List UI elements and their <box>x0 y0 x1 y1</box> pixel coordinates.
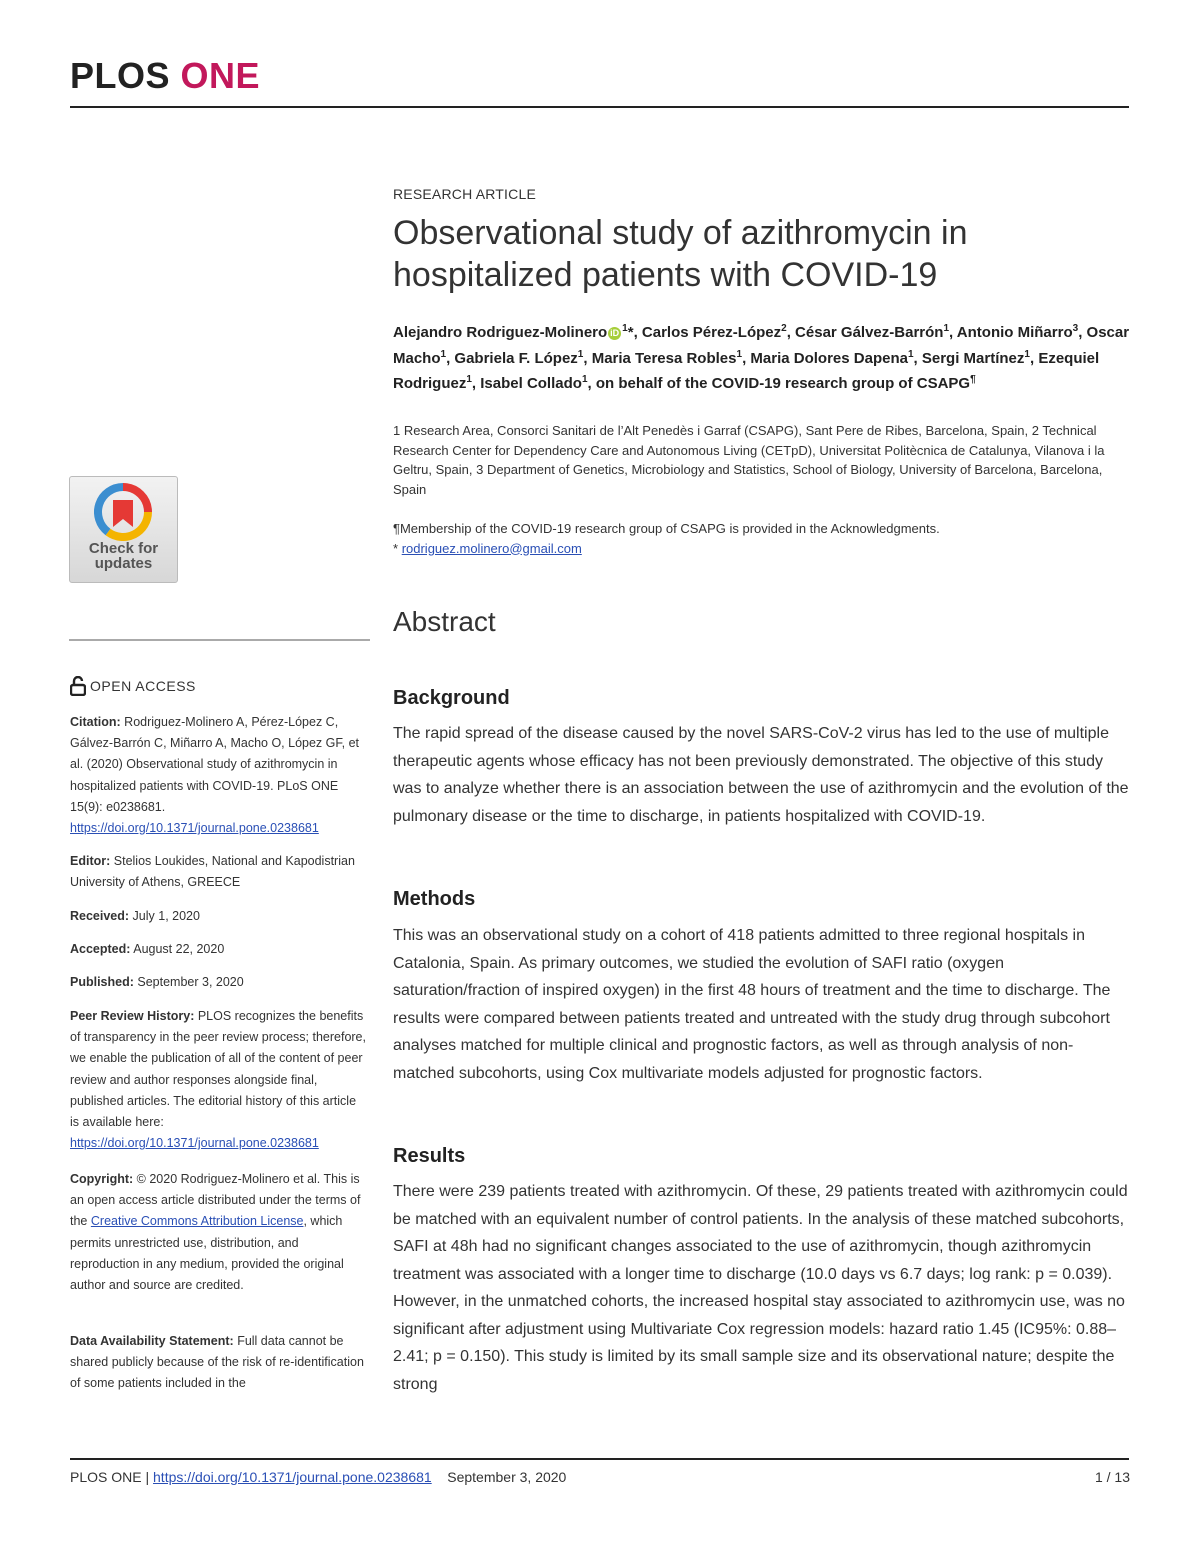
results-heading: Results <box>393 1145 466 1167</box>
article-title: Observational study of azithromycin in hospitalized patients with COVID-19 <box>393 214 968 294</box>
check-for-updates-label: Check for updates <box>88 540 159 572</box>
author-name[interactable]: Sergi Martínez <box>921 349 1025 367</box>
author-name[interactable]: Alejandro Rodriguez-Molinero <box>393 324 608 341</box>
corresponding-marker: * <box>627 324 634 341</box>
footer-separator: | <box>145 1469 150 1485</box>
abstract-heading: Abstract <box>393 606 496 637</box>
author-name[interactable]: Maria Teresa Robles <box>591 349 737 367</box>
copyright-label: Copyright: <box>70 1172 134 1186</box>
peer-review-history <box>70 1006 368 1154</box>
published-label: Published: <box>70 975 134 989</box>
editor-text: Stelios Loukides, National and Kapodistrian University of Athens, GREECE <box>70 854 355 890</box>
editor <box>70 851 368 893</box>
journal-logo <box>70 55 261 96</box>
published-value: September 3, 2020 <box>137 975 244 989</box>
author-affiliation: 1 <box>581 374 588 385</box>
membership-text: ¶Membership of the COVID-19 research group of CSAPG is provided in the Acknowledgments. <box>393 521 940 536</box>
author-name[interactable]: Antonio Miñarro <box>956 324 1073 341</box>
citation <box>70 712 368 839</box>
author-name[interactable]: Ezequiel Rodriguez <box>393 349 1100 392</box>
received-value: July 1, 2020 <box>132 909 200 923</box>
citation-label: Citation: <box>70 715 121 729</box>
header-divider <box>70 106 1129 108</box>
author-affiliation: 3 <box>1072 323 1079 334</box>
accepted-date <box>70 939 368 960</box>
methods-heading: Methods <box>393 888 476 910</box>
results-text: There were 239 patients treated with azithromycin. Of these, 29 patients treated with azithromycin could be matched with an equivalent number of control patients. In the analysis of these matched subcohorts, SAFI at 48h had no significant changes associated to the use of azithromycin, though azithromycin treatment was associated with a longer time to discharge (10.0 days vs 6.7 days; log rank: p = 0.039). However, in the unmatched cohorts, the increased hospital stay associated to azithromycin use, was no significant after adjustment using Multivariate Cox regression models: hazard ratio 1.45 (IC95%: 0.88–2.41; p = 0.150). This study is limited by its small sample size and its observational nature; despite the strong <box>393 1183 1128 1393</box>
data-availability <box>70 1331 368 1395</box>
author-name[interactable]: Oscar Macho <box>393 324 1130 367</box>
open-access-label: OPEN ACCESS <box>90 678 196 694</box>
author-list: Alejandro Rodriguez-Molinero iD $^1$*, Carlos Pérez-López$^2$, César Gálvez-Barrón$^1$, Antonio Miñarro$^3$, Oscar Macho$^1$, Gabriela F. López$^1$, Maria Teresa Robles$^1$, Maria Dolores Dapena$^1$, Sergi Martínez$^1$, Ezequiel Rodriguez$^1$, Isabel Collado$^1$, on behalf of the COVID-19 research group of CSAPG¶ <box>393 323 1130 392</box>
peer-review-text: PLOS recognizes the benefits of transparency in the peer review process; therefore, we enable the publication of all of the content of peer review and author responses alongside final, published articles. The editorial history of this article is available here: <box>70 1009 366 1130</box>
author-name[interactable]: César Gálvez-Barrón <box>795 324 944 341</box>
logo-plos: PLOS <box>70 55 171 96</box>
license-link[interactable]: Creative Commons Attribution License <box>90 1214 304 1229</box>
editor-label: Editor: <box>70 854 111 868</box>
sidebar-divider <box>69 639 370 641</box>
orcid-icon[interactable]: iD <box>610 327 620 338</box>
author-affiliation: 1 <box>907 348 914 360</box>
footer-doi-link[interactable]: https://doi.org/10.1371/journal.pone.0238681 <box>153 1469 432 1485</box>
data-availability-label: Data Availability Statement: <box>70 1334 234 1348</box>
author-affiliation: 1 <box>736 348 743 360</box>
author-affiliation: 1 <box>466 374 472 385</box>
author-affiliation: 1 <box>1024 348 1030 360</box>
citation-text: Rodriguez-Molinero A, Pérez-López C, Gálvez-Barrón C, Miñarro A, Macho O, López GF, et al. (2020) Observational study of azithromycin in hospitalized patients with COVID-19. PLoS ONE 15(9): e0238681. <box>70 715 360 814</box>
received-label: Received: <box>70 909 130 923</box>
methods-text: This was an observational study on a cohort of 418 patients admitted to three regional hospitals in Catalonia, Spain. As primary outcomes, we studied the evolution of SAFI ratio (oxygen saturation/fraction of inspired oxygen) in the first 48 hours of treatment and the time to discharge. The results were compared between patients treated and untreated with the study drug through subcohort analyses matched for multiple clinical and prognostic factors, as well as through analysis of non-matched subcohorts, using Cox multivariate models adjusted for prognostic factors. <box>393 927 1111 1082</box>
background-heading: Background <box>393 687 510 709</box>
received-date <box>70 906 368 927</box>
copyright-text-end: , which permits unrestricted use, distribution, and reproduction in any medium, provided the original author and source are credited. <box>70 1214 344 1293</box>
crossmark-icon <box>94 483 152 541</box>
research-group: on behalf of the COVID-19 research group of CSAPG <box>595 375 971 392</box>
open-lock-icon <box>70 676 86 696</box>
email-marker: * <box>393 540 399 556</box>
footer-citation <box>70 1469 566 1485</box>
peer-review-link[interactable]: https://doi.org/10.1371/journal.pone.0238681 <box>70 1136 319 1151</box>
accepted-value: August 22, 2020 <box>133 942 225 956</box>
logo-one: ONE <box>180 55 261 96</box>
data-availability-text: Full data cannot be shared publicly because of the risk of re-identification of some patients included in the <box>70 1334 364 1391</box>
copyright <box>70 1169 368 1296</box>
peer-review-label: Peer Review History: <box>70 1009 195 1023</box>
author-name[interactable]: Maria Dolores Dapena <box>750 349 908 367</box>
group-marker: ¶ <box>970 374 976 385</box>
author-affiliation: 2 <box>781 323 787 334</box>
email-link[interactable]: rodriguez.molinero@gmail.com <box>401 540 582 556</box>
author-name[interactable]: Carlos Pérez-López <box>641 324 782 341</box>
citation-doi-link[interactable]: https://doi.org/10.1371/journal.pone.0238681 <box>70 821 319 836</box>
footer-date: September 3, 2020 <box>447 1469 567 1485</box>
author-affiliation: 1 <box>943 323 950 334</box>
footer-divider <box>70 1458 1129 1460</box>
accepted-label: Accepted: <box>70 942 131 956</box>
footer-journal: PLOS ONE <box>70 1469 142 1485</box>
author-name[interactable]: Isabel Collado <box>480 375 582 392</box>
open-access-badge <box>70 676 196 696</box>
background-text: The rapid spread of the disease caused by the novel SARS-CoV-2 virus has led to the use of multiple therapeutic agents whose efficacy has not been previously demonstrated. The objective of this study was to analyze whether there is an association between the use of azithromycin and the evolution of the pulmonary disease or the time to discharge, in patients hospitalized with COVID-19. <box>393 725 1129 825</box>
membership-note <box>393 519 1133 558</box>
article-type: RESEARCH ARTICLE <box>393 186 536 202</box>
affiliations: 1 Research Area, Consorci Sanitari de l’Alt Penedès i Garraf (CSAPG), Sant Pere de Ribes, Barcelona, Spain, 2 Technical Research Center for Dependency Care and Autonomous Living (CETpD), Universitat Politècnica de Catalunya, Vilanova i la Geltru, Spain, 3 Department of Genetics, Microbiology and Statistics, School of Biology, University of Barcelona, Barcelona, Spain <box>393 423 1105 497</box>
author-affiliation: 1 <box>440 348 447 360</box>
author-name[interactable]: Gabriela F. López <box>454 349 578 367</box>
author-affiliation: 1 <box>577 348 584 360</box>
published-date <box>70 972 368 993</box>
author-affiliation: 1 <box>622 323 628 334</box>
corresponding-email-line <box>393 539 1133 559</box>
page-number: 1 / 13 <box>1094 1469 1130 1485</box>
copyright-text: © 2020 Rodriguez-Molinero et al. This is an open access article distributed under the terms of the <box>70 1172 361 1229</box>
check-for-updates-badge[interactable] <box>69 476 178 583</box>
